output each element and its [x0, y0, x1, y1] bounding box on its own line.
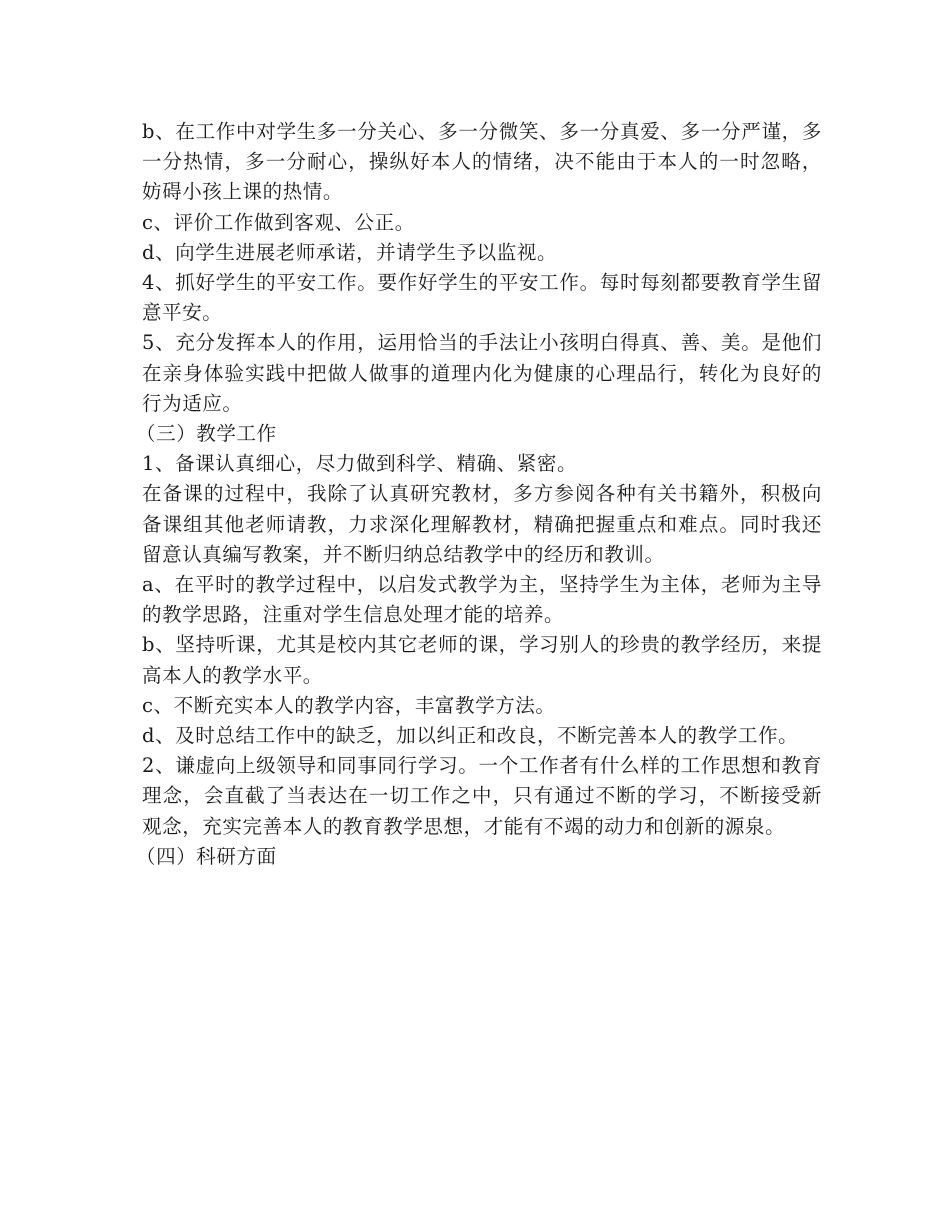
- paragraph-b-observation: b、坚持听课，尤其是校内其它老师的课，学习别人的珍贵的教学经历，来提高本人的教学水平。: [142, 633, 822, 687]
- paragraph-d-promise: d、向学生进展老师承诺，并请学生予以监视。: [142, 240, 558, 264]
- paragraph-c-enrich: c、不断充实本人的教学内容，丰富教学方法。: [142, 693, 556, 717]
- paragraph-b-care: b、在工作中对学生多一分关心、多一分微笑、多一分真爱、多一分严谨，多一分热情，多一分耐心，操纵好本人的情绪，决不能由于本人的一时忽略，妨碍小孩上课的热情。: [142, 120, 822, 204]
- document-body: [136, 117, 822, 872]
- paragraph-4-safety: 4、抓好学生的平安工作。要作好学生的平安工作。每时每刻都要教育学生留意平安。: [142, 271, 822, 325]
- paragraph-prep-process: 在备课的过程中，我除了认真研究教材，多方参阅各种有关书籍外，积极向备课组其他老师请教，力求深化理解教材，精确把握重点和难点。同时我还留意认真编写教案，并不断归纳总结教学中的经历和教训。: [142, 482, 822, 566]
- paragraph-2-learning: 2、谦虚向上级领导和同事同行学习。一个工作者有什么样的工作思想和教育理念，会直截了当表达在一切工作之中，只有通过不断的学习，不断接受新观念，充实完善本人的教育教学思想，才能有不竭的动力和创新的源泉。: [142, 754, 822, 838]
- paragraph-d-summary: d、及时总结工作中的缺乏，加以纠正和改良，不断完善本人的教学工作。: [142, 724, 799, 748]
- paragraph-5-role: 5、充分发挥本人的作用，运用恰当的手法让小孩明白得真、善、美。是他们在亲身体验实践中把做人做事的道理内化为健康的心理品行，转化为良好的行为适应。: [142, 331, 822, 415]
- paragraph-1-lesson-prep: 1、备课认真细心，尽力做到科学、精确、紧密。: [142, 452, 578, 476]
- paragraph-c-evaluation: c、评价工作做到客观、公正。: [142, 210, 415, 234]
- section-heading-research: （四）科研方面: [136, 844, 277, 868]
- paragraph-a-heuristic: a、在平时的教学过程中，以启发式教学为主，坚持学生为主体，老师为主导的教学思路，注重对学生信息处理才能的培养。: [142, 573, 822, 627]
- section-heading-teaching: （三）教学工作: [136, 422, 277, 446]
